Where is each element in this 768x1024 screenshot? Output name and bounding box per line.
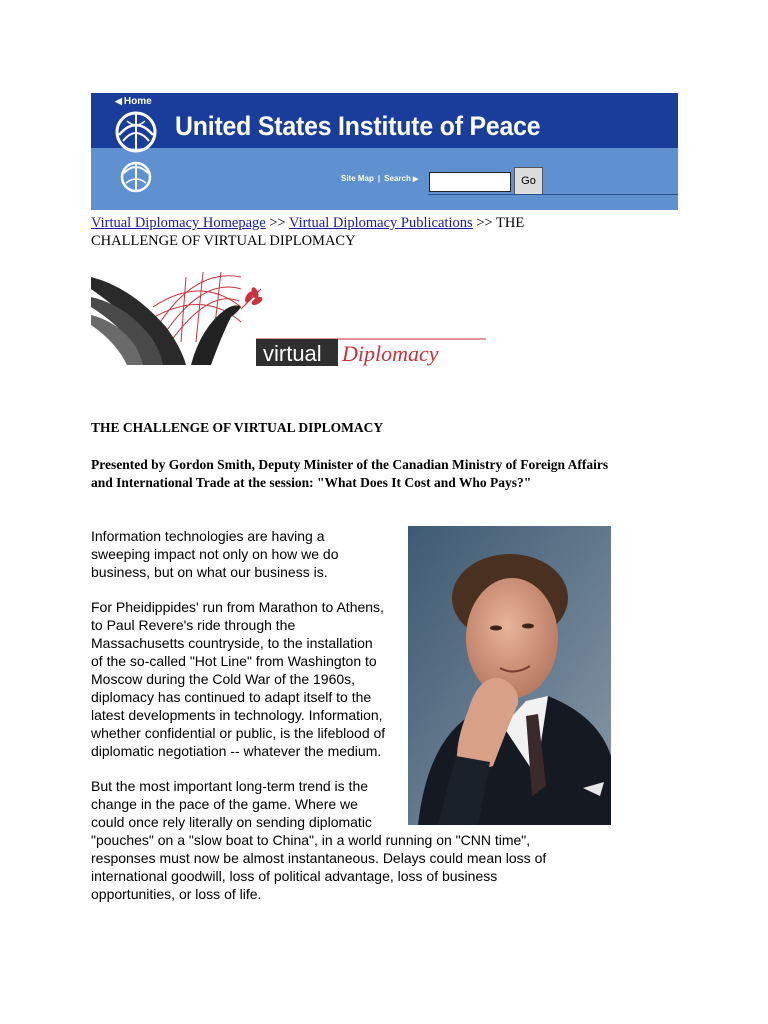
paragraph-3 — [91, 777, 546, 903]
paragraph-line: business, but on what our business is. — [91, 564, 328, 580]
site-map-link[interactable]: Site Map — [341, 174, 374, 183]
paragraph-line: opportunities, or loss of life. — [91, 886, 262, 902]
breadcrumb-link-homepage[interactable]: Virtual Diplomacy Homepage — [91, 215, 266, 231]
paragraph-line: whether confidential or public, is the lifeblood of — [91, 725, 386, 741]
paragraph-line: of the so-called "Hot Line" from Washington to — [91, 653, 377, 669]
paragraph-line: diplomatic negotiation -- whatever the medium. — [91, 743, 382, 759]
virtual-diplomacy-logo — [91, 267, 486, 367]
paragraph-line: Massachusetts countryside, to the installation — [91, 635, 373, 651]
go-button[interactable]: Go — [514, 167, 543, 195]
paragraph-line: could once rely literally on sending diplomatic — [91, 814, 372, 830]
logo-word-diplomacy: Diplomacy — [342, 341, 439, 366]
paragraph-line: Moscow during the Cold War of the 1960s, — [91, 671, 356, 687]
paragraph-line: diplomacy has continued to adapt itself to the — [91, 689, 372, 705]
breadcrumb-separator: >> — [269, 215, 286, 231]
organization-title: United States Institute of Peace — [175, 111, 541, 141]
usip-seal-logo-icon — [105, 109, 167, 197]
paragraph-line: change in the pace of the game. Where we — [91, 796, 358, 812]
article-title: THE CHALLENGE OF VIRTUAL DIPLOMACY — [91, 420, 384, 435]
breadcrumb-current: THE CHALLENGE OF VIRTUAL DIPLOMACY — [91, 215, 525, 249]
site-header-banner — [91, 93, 678, 210]
banner-divider — [428, 194, 678, 195]
paragraph-line: Information technologies are having a — [91, 528, 325, 544]
paragraph-line: latest developments in technology. Information, — [91, 707, 383, 723]
logo-word-virtual: virtual — [263, 341, 322, 366]
paragraph-line: For Pheidippides' run from Marathon to Athens, — [91, 599, 384, 615]
paragraph-line: international goodwill, loss of political advantage, loss of business — [91, 868, 498, 884]
breadcrumb-separator: >> — [476, 215, 493, 231]
paragraph-1 — [91, 527, 338, 581]
right-triangle-icon: ▶ — [412, 176, 419, 183]
breadcrumb-link-publications[interactable]: Virtual Diplomacy Publications — [289, 215, 473, 231]
left-triangle-icon: ◀ — [115, 96, 122, 106]
paragraph-line: to Paul Revere's ride through the — [91, 617, 296, 633]
paragraph-2 — [91, 598, 385, 760]
nav-separator: | — [377, 174, 381, 183]
presenter-credit: Presented by Gordon Smith, Deputy Minister of the Canadian Ministry of Foreign Affairs and International Trade at the session: "What Does It Cost and Who Pays?" — [91, 457, 609, 490]
olive-branch-icon — [241, 286, 264, 309]
home-link-label: Home — [123, 96, 152, 107]
paragraph-line: sweeping impact not only on how we do — [91, 546, 339, 562]
paragraph-line: "pouches" on a "slow boat to China", in a world running on "CNN time", — [91, 832, 531, 848]
search-input[interactable] — [429, 172, 511, 192]
header-nav — [341, 174, 418, 183]
home-link[interactable] — [115, 96, 152, 107]
paragraph-line: responses must now be almost instantaneous. Delays could mean loss of — [91, 850, 547, 866]
search-link[interactable]: Search — [384, 174, 411, 183]
paragraph-line: But the most important long-term trend is the — [91, 778, 369, 794]
breadcrumb — [91, 214, 561, 250]
